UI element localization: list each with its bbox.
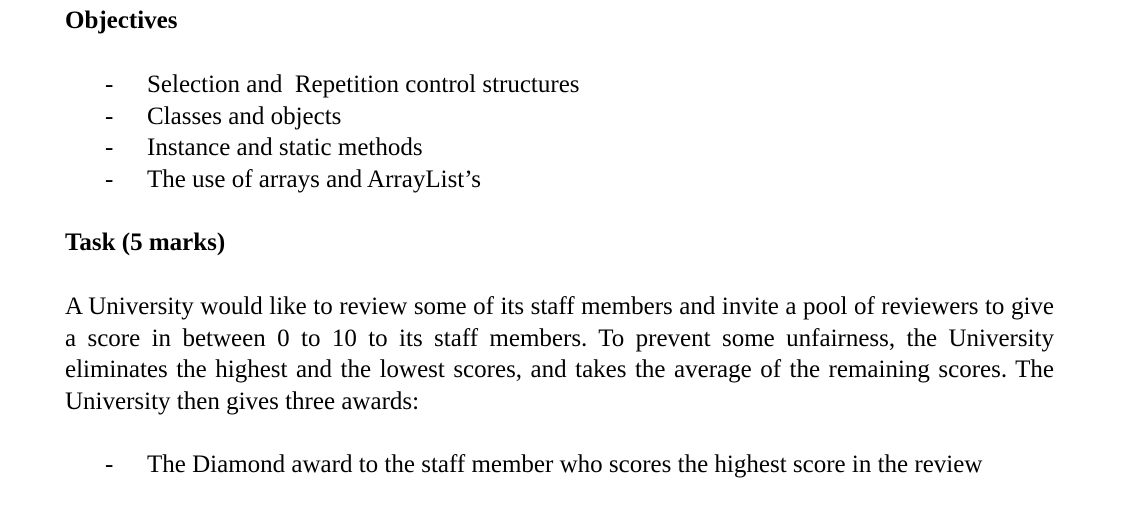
- objectives-heading: Objectives: [65, 7, 178, 34]
- bullet-dash: -: [105, 102, 114, 130]
- objective-text: Instance and static methods: [147, 134, 423, 162]
- objective-text: The use of arrays and ArrayList’s: [147, 166, 481, 194]
- award-text: The Diamond award to the staff member who scores the highest score in the review: [147, 451, 983, 478]
- bullet-dash: -: [105, 71, 114, 98]
- bullet-dash: -: [105, 451, 114, 478]
- objective-text: Selection and Repetition control structures: [147, 71, 580, 98]
- task-description: A University would like to review some of its staff members and invite a pool of reviewers to give a score in between 0 to 10 to its staff members. To prevent some unfairness, the University eliminates the highest and the lowest scores, and takes the average of the remaining scores. The University then gives three awards:: [65, 293, 1054, 415]
- task-heading: Task (5 marks): [65, 229, 226, 256]
- bullet-dash: -: [105, 134, 114, 162]
- objective-text: Classes and objects: [147, 102, 342, 130]
- bullet-dash: -: [105, 166, 114, 194]
